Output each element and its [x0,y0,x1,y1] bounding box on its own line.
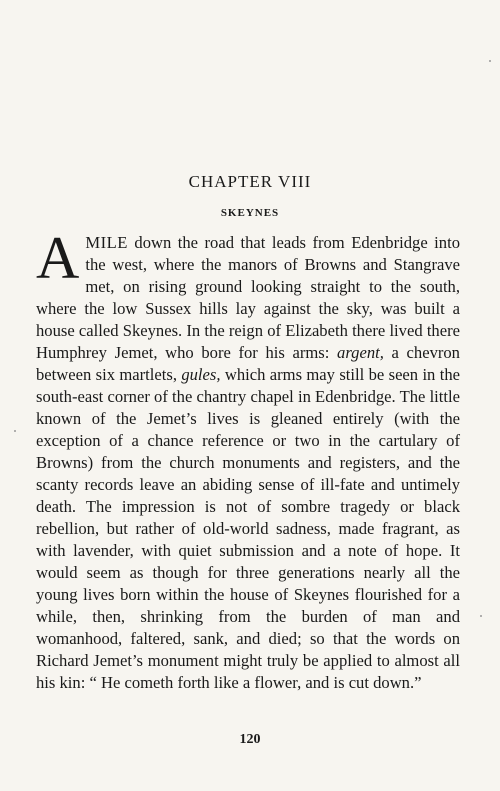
body-italic-2: gules, [181,365,221,384]
drop-cap: A [36,225,80,291]
chapter-subtitle: SKEYNES [220,207,280,219]
body-text-3: which arms may still be seen in the south-east corner of the chantry chapel in Edenbridge. The little known of the Jemet’s lives is gleaned entirely (with the exception of a chance reference or two in the cartulary of Browns) from the church monuments and registers, and the scanty records leave an abiding sense of ill-fate and untimely death. The impression is not of sombre tragedy or black rebellion, but rather of old-world sadness, made fragrant, as with lavender, with quiet submission and a note of hope. It would seem as though for three generations nearly all the young lives born within the house of Skeynes flourished for a while, then, shrinking from the burden of man and womanhood, faltered, sank, and died; so that the words on Richard Jemet’s monument might truly be applied to almost all his kin: “ He cometh forth like a flower, and is cut down.” [36,365,460,692]
body-paragraph [36,225,460,694]
body-italic-1: argent, [337,343,384,362]
lead-caps: MILE [85,233,128,252]
print-speck [480,615,482,617]
body-text-1: down the road that leads from Edenbridge into the west, where the manors of Browns and Stangrave met, on rising ground looking straight to the south, where the low Sussex hills lay against the sky, was built a house called Skeynes. In the reign of Elizabeth there lived there Humphrey Jemet, who bore for his arms: [36,233,460,362]
page-number: 120 [239,732,261,747]
print-speck [14,430,16,432]
chapter-title: CHAPTER VIII [188,172,312,191]
body-text-2: a chevron between six martlets, [36,343,460,384]
print-speck [489,60,491,62]
